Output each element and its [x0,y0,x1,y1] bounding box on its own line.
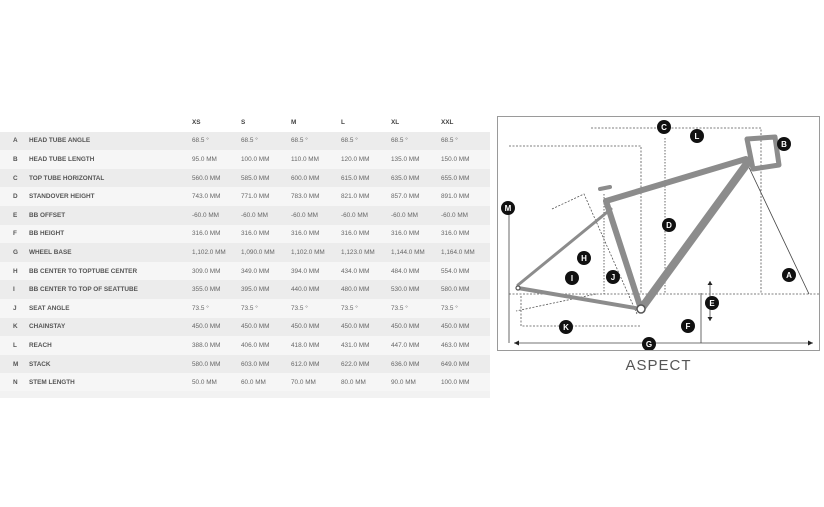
row-value: 450.0 MM [291,323,320,331]
row-value: 612.0 MM [291,360,320,368]
row-value: 100.0 MM [441,379,470,387]
row-value: 316.0 MM [291,230,320,238]
row-code: M [13,360,19,368]
row-value: 120.0 MM [341,155,370,163]
table-row [0,318,490,337]
header-size: XS [192,118,201,126]
row-value: 1,164.0 MM [441,248,475,256]
marker-label: G [645,340,653,349]
row-value: -60.0 MM [241,211,268,219]
row-code: C [13,174,18,182]
row-value: -60.0 MM [391,211,418,219]
row-code: H [13,267,18,275]
geometry-diagram [497,116,820,351]
row-value: 110.0 MM [291,155,319,163]
header-size: S [241,118,246,126]
row-name: CHAINSTAY [29,323,66,331]
row-value: 68.5 ° [241,137,258,145]
row-value: 434.0 MM [341,267,370,275]
header-size: XXL [441,118,454,126]
row-code: J [13,304,17,312]
table-row [0,280,490,299]
table-row [0,262,490,281]
row-value: 603.0 MM [241,360,270,368]
row-value: 743.0 MM [192,193,221,201]
row-value: 395.0 MM [241,286,270,294]
model-name: ASPECT [625,357,692,374]
dimension-marker [657,120,671,134]
row-value: 355.0 MM [192,286,221,294]
row-value: 73.5 ° [441,304,458,312]
row-value: 68.5 ° [291,137,308,145]
row-value: 450.0 MM [241,323,270,331]
row-value: 73.5 ° [391,304,408,312]
row-code: D [13,193,18,201]
row-name: TOP TUBE HORIZONTAL [29,174,105,182]
marker-label: C [661,123,667,132]
table-row [0,225,490,244]
header-name [29,113,192,132]
marker-label: H [581,254,587,263]
row-code: I [13,286,15,294]
row-value: -60.0 MM [441,211,468,219]
row-code: F [13,230,17,238]
row-value: 450.0 MM [391,323,420,331]
marker-label: B [781,140,787,149]
header-code [0,113,29,132]
row-value: 450.0 MM [192,323,221,331]
row-value: 1,144.0 MM [391,248,425,256]
row-value: 316.0 MM [192,230,221,238]
row-name: STANDOVER HEIGHT [29,193,95,201]
marker-label: F [685,322,691,331]
row-name: STACK [29,360,51,368]
row-value: 649.0 MM [441,360,470,368]
row-value: 636.0 MM [391,360,420,368]
row-value: 80.0 MM [341,379,366,387]
row-value: 73.5 ° [341,304,358,312]
row-code: G [13,248,18,256]
row-value: 394.0 MM [291,267,320,275]
dimension-marker [662,218,676,232]
dimension-markers [498,117,819,350]
row-name: BB CENTER TO TOP OF SEATTUBE [29,286,138,294]
row-value: 600.0 MM [291,174,320,182]
row-value: 560.0 MM [192,174,221,182]
row-value: 771.0 MM [241,193,270,201]
row-value: 50.0 MM [192,379,217,387]
row-value: 783.0 MM [291,193,320,201]
row-value: 73.5 ° [291,304,308,312]
row-name: BB CENTER TO TOPTUBE CENTER [29,267,138,275]
table-row [0,150,490,169]
table-row [0,373,490,392]
header-size: M [291,118,297,126]
table-row [0,336,490,355]
geometry-table [0,113,490,392]
dimension-marker [559,320,573,334]
row-value: 100.0 MM [241,155,270,163]
row-value: 90.0 MM [391,379,416,387]
row-value: 580.0 MM [192,360,221,368]
row-value: 309.0 MM [192,267,221,275]
header-size: XL [391,118,400,126]
row-value: 73.5 ° [241,304,258,312]
table-header-row [0,113,490,132]
row-value: 135.0 MM [391,155,420,163]
row-value: 821.0 MM [341,193,370,201]
row-value: 554.0 MM [441,267,470,275]
row-value: 406.0 MM [241,341,270,349]
row-name: STEM LENGTH [29,379,75,387]
dimension-marker [681,319,695,333]
row-name: HEAD TUBE LENGTH [29,155,95,163]
marker-label: A [786,271,792,280]
table-row [0,299,490,318]
row-value: 450.0 MM [441,323,470,331]
row-code: N [13,379,18,387]
row-value: 95.0 MM [192,155,217,163]
dimension-marker [565,271,579,285]
dimension-marker [705,296,719,310]
row-value: 655.0 MM [441,174,470,182]
row-value: 1,102.0 MM [291,248,325,256]
row-value: 480.0 MM [341,286,370,294]
dimension-marker [606,270,620,284]
row-value: 316.0 MM [391,230,420,238]
row-value: 447.0 MM [391,341,420,349]
row-value: 1,102.0 MM [192,248,226,256]
row-value: 68.5 ° [341,137,358,145]
row-value: 68.5 ° [441,137,458,145]
row-name: SEAT ANGLE [29,304,70,312]
table-row [0,169,490,188]
dimension-marker [642,337,656,350]
row-value: 580.0 MM [441,286,470,294]
row-value: 615.0 MM [341,174,370,182]
row-value: 68.5 ° [192,137,209,145]
row-value: 316.0 MM [241,230,270,238]
row-value: 349.0 MM [241,267,270,275]
row-value: 1,123.0 MM [341,248,375,256]
table-row [0,187,490,206]
row-code: K [13,323,18,331]
row-value: 388.0 MM [192,341,221,349]
row-code: E [13,211,18,219]
row-value: -60.0 MM [291,211,318,219]
row-code: A [13,137,18,145]
row-value: 857.0 MM [391,193,420,201]
dimension-marker [777,137,791,151]
row-code: B [13,155,18,163]
row-value: 440.0 MM [291,286,320,294]
row-value: 418.0 MM [291,341,320,349]
dimension-marker [690,129,704,143]
row-name: WHEEL BASE [29,248,72,256]
row-value: 68.5 ° [391,137,408,145]
row-value: 530.0 MM [391,286,420,294]
table-bottom-band [0,391,490,398]
row-name: BB OFFSET [29,211,66,219]
header-size: L [341,118,345,126]
row-value: 585.0 MM [241,174,270,182]
row-value: 70.0 MM [291,379,316,387]
row-value: 316.0 MM [441,230,470,238]
marker-label: D [666,221,672,230]
marker-label: L [694,132,700,141]
marker-label: M [504,204,512,213]
table-row [0,132,490,151]
marker-label: K [563,323,569,332]
row-value: 484.0 MM [391,267,420,275]
row-value: 1,090.0 MM [241,248,275,256]
row-value: 450.0 MM [341,323,370,331]
row-value: 73.5 ° [192,304,209,312]
row-value: 316.0 MM [341,230,370,238]
dimension-marker [577,251,591,265]
row-name: BB HEIGHT [29,230,65,238]
row-value: -60.0 MM [192,211,219,219]
table-row [0,355,490,374]
row-value: 150.0 MM [441,155,470,163]
row-code: L [13,341,17,349]
marker-label: E [709,299,715,308]
row-value: -60.0 MM [341,211,368,219]
row-value: 431.0 MM [341,341,370,349]
table-row [0,206,490,225]
table-row [0,243,490,262]
row-value: 463.0 MM [441,341,470,349]
marker-label: I [570,274,574,283]
row-name: HEAD TUBE ANGLE [29,137,91,145]
marker-label: J [610,273,616,282]
row-value: 891.0 MM [441,193,470,201]
dimension-marker [501,201,515,215]
row-value: 60.0 MM [241,379,266,387]
row-name: REACH [29,341,52,349]
row-value: 622.0 MM [341,360,370,368]
row-value: 635.0 MM [391,174,420,182]
dimension-marker [782,268,796,282]
